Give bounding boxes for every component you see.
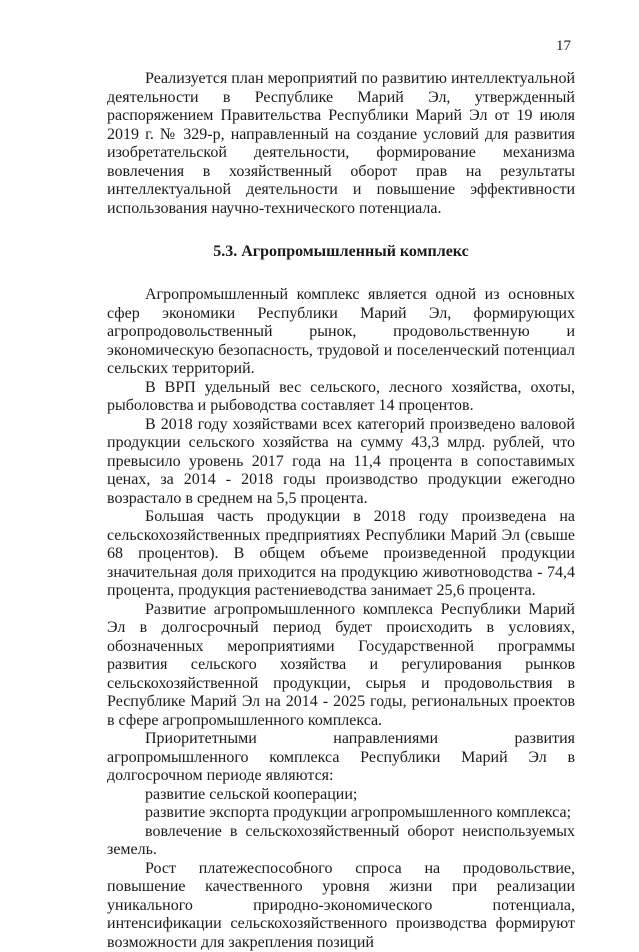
paragraph-grp-share: В ВРП удельный вес сельского, лесного хозяйства, охоты, рыболовства и рыбоводства составляет 14 процентов.: [107, 379, 575, 416]
paragraph-intellectual-activity: Реализуется план мероприятий по развитию интеллектуальной деятельности в Республике Марий Эл, утвержденный распоряжением Правительства Республики Марий Эл от 19 июля 2019 г. № 329-р, направленный на создание условий для развития изобретательской деятельности, формирование механизма вовлечения в хозяйственный оборот прав на результаты интеллектуальной деятельности и повышение эффективности использования научно-технического потенциала.: [107, 70, 575, 218]
paragraph-2018-output: В 2018 году хозяйствами всех категорий произведено валовой продукции сельского хозяйства на сумму 43,3 млрд. рублей, что превысило уровень 2017 года на 11,4 процента в сопоставимых ценах, за 2014 - 2018 годы производство продукции ежегодно возрастало в среднем на 5,5 процента.: [107, 416, 575, 509]
section-heading: 5.3. Агропромышленный комплекс: [107, 242, 575, 262]
paragraph-production-structure: Большая часть продукции в 2018 году произведена на сельскохозяйственных предприятиях Республики Марий Эл (свыше 68 процентов). В общем объеме произведенной продукции значительная доля приходится на продукцию животноводства - 74,4 процента, продукция растениеводства занимает 25,6 процента.: [107, 508, 575, 601]
list-item: вовлечение в сельскохозяйственный оборот неиспользуемых земель.: [107, 823, 575, 860]
page-number: 17: [556, 38, 571, 55]
paragraph-priorities-intro: Приоритетными направлениями развития агропромышленного комплекса Республики Марий Эл в долгосрочном периоде являются:: [107, 730, 575, 786]
paragraph-development-conditions: Развитие агропромышленного комплекса Республики Марий Эл в долгосрочный период будет происходить в условиях, обозначенных мероприятиями Государственной программы развития сельского хозяйства и регулирования рынков сельскохозяйственной продукции, сырья и продовольствия в Республике Марий Эл на 2014 - 2025 годы, региональных проектов в сфере агропромышленного комплекса.: [107, 601, 575, 731]
page-content: [107, 70, 575, 952]
list-item: развитие сельской кооперации;: [107, 786, 575, 805]
paragraph-agro-intro: Агропромышленный комплекс является одной из основных сфер экономики Республики Марий Эл, формирующих агропродовольственный рынок, продовольственную и экономическую безопасность, трудовой и поселенческий потенциал сельских территорий.: [107, 286, 575, 379]
list-item: развитие экспорта продукции агропромышленного комплекса;: [107, 804, 575, 823]
paragraph-demand-growth: Рост платежеспособного спроса на продовольствие, повышение качественного уровня жизни при реализации уникального природно-экономического потенциала, интенсификации сельскохозяйственного производства формируют возможности для закрепления позиций: [107, 860, 575, 952]
